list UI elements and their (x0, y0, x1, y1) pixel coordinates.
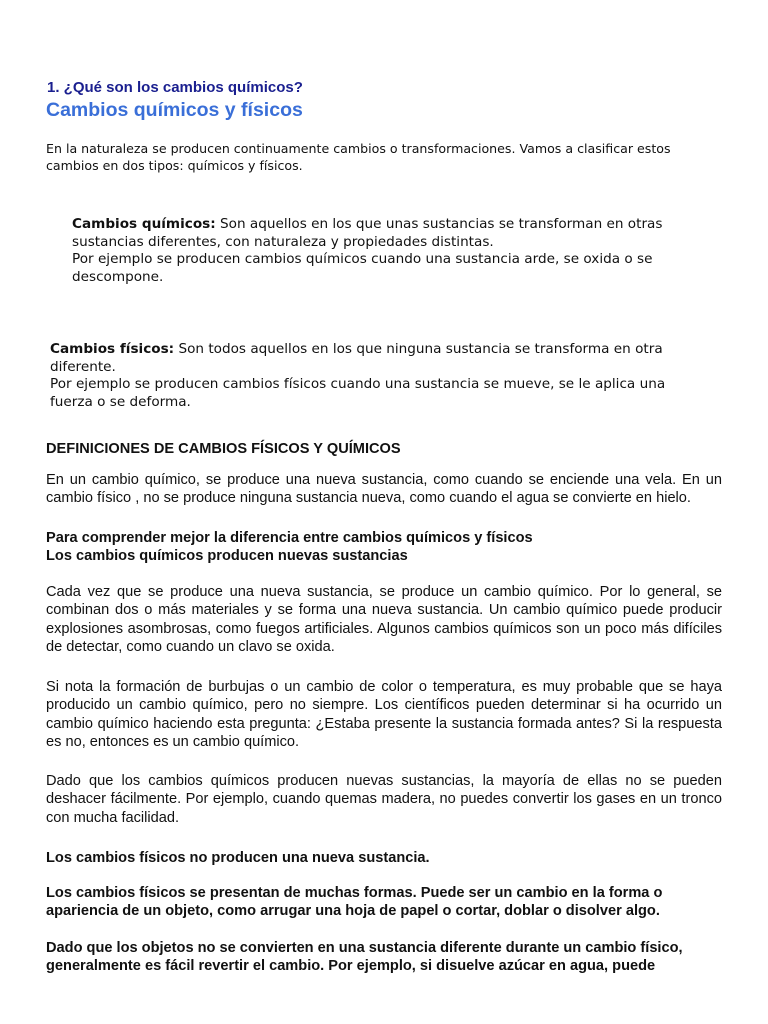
paragraph-physical-forms: Los cambios físicos se presentan de muchas formas. Puede ser un cambio en la forma o apariencia de un objeto, como arrugar una hoja de papel o cortar, doblar o disolver algo. (46, 885, 663, 920)
page-subtitle: Cambios químicos y físicos (46, 99, 303, 121)
chemical-changes-example: Por ejemplo se producen cambios químicos cuando una sustancia arde, se oxida o se descompone. (72, 251, 653, 285)
paragraph-chemical-irreversible: Dado que los cambios químicos producen nuevas sustancias, la mayoría de ellas no se pueden deshacer fácilmente. Por ejemplo, cuando quemas madera, no puedes convertir los gases en un tronco con mucha facilidad. (46, 773, 722, 826)
subheading-chemical-new-substances: Los cambios químicos producen nuevas sustancias (46, 548, 408, 565)
physical-changes-definition (50, 341, 690, 411)
chemical-changes-definition-text (72, 216, 662, 250)
physical-changes-term: Cambios físicos: (50, 341, 175, 357)
intro-paragraph: En la naturaleza se producen continuamente cambios o transformaciones. Vamos a clasificar estos cambios en dos tipos: químicos y físicos. (46, 141, 671, 173)
paragraph-chemical-change-examples: Cada vez que se produce una nueva sustancia, se produce un cambio químico. Por lo general, se combinan dos o más materiales y se forma una nueva sustancia. Un cambio químico puede producir explosiones asombrosas, como fuegos artificiales. Algunos cambios químicos son un poco más difíciles de detectar, como cuando un clavo se oxida. (46, 584, 722, 655)
physical-changes-example: Por ejemplo se producen cambios físicos cuando una sustancia se mueve, se le aplica una fuerza o se deforma. (50, 376, 666, 410)
physical-changes-description: Son todos aquellos en los que ninguna sustancia se transforma en otra diferente. (50, 341, 663, 375)
paragraph-chemical-change-signs: Si nota la formación de burbujas o un cambio de color o temperatura, es muy probable que se haya producido un cambio químico, pero no siempre. Los científicos pueden determinar si ha ocurrido un cambio químico haciendo esta pregunta: ¿Estaba presente la sustancia formada antes? Si la respuesta es no, entonces es un cambio químico. (46, 679, 722, 750)
chemical-changes-definition (72, 216, 682, 286)
section-heading: 1. ¿Qué son los cambios químicos? (47, 79, 303, 96)
subheading-physical-no-new-substance: Los cambios físicos no producen una nueva sustancia. (46, 850, 430, 866)
definitions-section-title: DEFINICIONES DE CAMBIOS FÍSICOS Y QUÍMICOS (46, 441, 401, 457)
chemical-changes-description: Son aquellos en los que unas sustancias se transforman en otras sustancias diferentes, con naturaleza y propiedades distintas. (72, 216, 663, 250)
paragraph-chemical-vs-physical: En un cambio químico, se produce una nueva sustancia, como cuando se enciende una vela. En un cambio físico , no se produce ninguna sustancia nueva, como cuando el agua se convierte en hielo. (46, 472, 722, 507)
subheading-group-1 (46, 529, 722, 566)
chemical-changes-term: Cambios químicos: (72, 216, 216, 232)
subheading-understand-difference: Para comprender mejor la diferencia entre cambios químicos y físicos (46, 530, 533, 546)
physical-changes-definition-text (50, 341, 663, 375)
paragraph-physical-reversible: Dado que los objetos no se convierten en una sustancia diferente durante un cambio físico, generalmente es fácil revertir el cambio. Por ejemplo, si disuelve azúcar en agua, puede (46, 940, 683, 975)
